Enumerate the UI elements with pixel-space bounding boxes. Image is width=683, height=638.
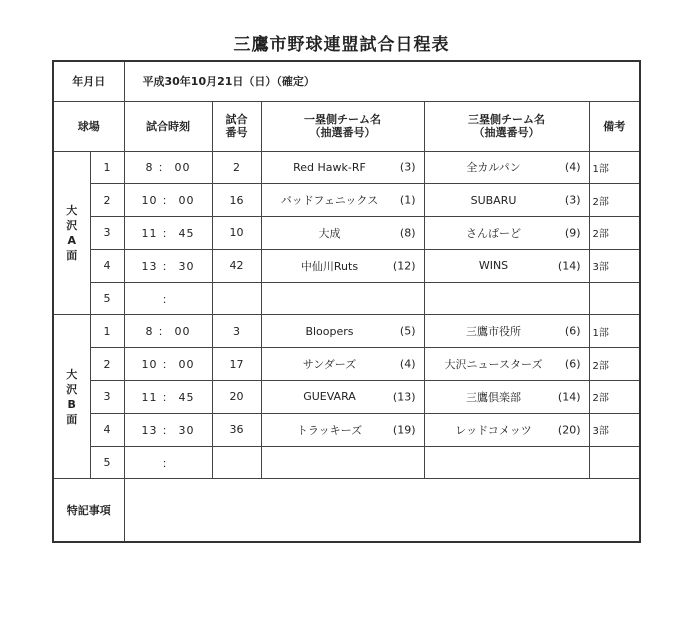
lottery-number: (3): [564, 193, 581, 207]
remarks-cell: 3部: [589, 413, 640, 446]
third-base-team: [424, 413, 589, 446]
match-number: 10: [212, 217, 261, 250]
third-base-team: [424, 151, 589, 184]
match-time: 13 ： 30: [124, 249, 212, 282]
field-name-cell: [53, 151, 90, 315]
team-name: GUEVARA: [303, 390, 356, 404]
remarks-cell: 1部: [589, 315, 640, 348]
table-row: [53, 348, 640, 381]
remarks-cell: [589, 446, 640, 479]
team-name: Red Hawk-RF: [293, 160, 366, 174]
lottery-number: (4): [399, 357, 416, 371]
match-time: 8 ： 00: [124, 315, 212, 348]
third-base-team: [424, 249, 589, 282]
match-time: 11 ： 45: [124, 217, 212, 250]
remarks-cell: [589, 282, 640, 315]
table-row: [53, 381, 640, 414]
team-name: 三鷹市役所: [466, 325, 521, 339]
date-value: 平成30年10月21日（日）（確定）: [124, 61, 640, 101]
third-base-team: [424, 184, 589, 217]
table-row: [53, 446, 640, 479]
third-base-team: [424, 381, 589, 414]
field-name-char: A: [67, 233, 76, 247]
table-row: [53, 282, 640, 315]
third-base-team: [424, 315, 589, 348]
match-time: 8 ： 00: [124, 151, 212, 184]
special-notes-value: [124, 479, 640, 543]
lottery-number: (5): [399, 324, 416, 338]
third-base-team: [424, 282, 589, 315]
row-number: 1: [90, 315, 124, 348]
team-name: 中仙川Ruts: [300, 259, 359, 273]
field-name-char: 面: [66, 248, 78, 262]
match-time: 10 ： 00: [124, 348, 212, 381]
match-number: 2: [212, 151, 261, 184]
table-row: [53, 217, 640, 250]
team-name: サンダーズ: [302, 358, 357, 372]
team-name: レッドコメッツ: [455, 423, 532, 437]
field-name-char: 面: [66, 412, 78, 426]
lottery-number: (13): [392, 390, 416, 404]
field-name-cell: [53, 315, 90, 479]
first-base-team: [261, 413, 424, 446]
row-number: 3: [90, 217, 124, 250]
header-third-base-line1: 三塁側チーム名: [468, 113, 545, 126]
row-number: 3: [90, 381, 124, 414]
team-name: さんぱーど: [466, 226, 521, 240]
field-name-char: 沢: [66, 218, 78, 232]
match-number: 16: [212, 184, 261, 217]
lottery-number: (1): [399, 193, 416, 207]
team-name: Bloopers: [305, 324, 354, 338]
team-name: 三鷹倶楽部: [466, 390, 521, 404]
special-notes-label: 特記事項: [53, 479, 124, 543]
lottery-number: (19): [392, 423, 416, 437]
remarks-cell: 3部: [589, 249, 640, 282]
header-time: 試合時刻: [124, 101, 212, 151]
lottery-number: (3): [399, 160, 416, 174]
header-remarks: 備考: [589, 101, 640, 151]
first-base-team: [261, 381, 424, 414]
first-base-team: [261, 217, 424, 250]
match-number: 36: [212, 413, 261, 446]
row-number: 5: [90, 446, 124, 479]
first-base-team: [261, 348, 424, 381]
row-number: 4: [90, 249, 124, 282]
table-row: [53, 184, 640, 217]
remarks-cell: 2部: [589, 348, 640, 381]
first-base-team: [261, 249, 424, 282]
header-match-no-line2: 番号: [225, 126, 248, 139]
remarks-cell: 1部: [589, 151, 640, 184]
lottery-number: (20): [557, 423, 581, 437]
match-number: [212, 446, 261, 479]
header-third-base-line2: （抽選番号）: [473, 126, 540, 139]
lottery-number: (14): [557, 259, 581, 273]
remarks-cell: 2部: [589, 217, 640, 250]
match-number: 20: [212, 381, 261, 414]
row-number: 1: [90, 151, 124, 184]
lottery-number: (9): [564, 226, 581, 240]
special-notes-row: [53, 479, 640, 543]
team-name: トラッキーズ: [296, 423, 363, 437]
lottery-number: (6): [564, 324, 581, 338]
lottery-number: (4): [564, 160, 581, 174]
first-base-team: [261, 282, 424, 315]
match-number: [212, 282, 261, 315]
first-base-team: [261, 446, 424, 479]
field-name-char: 大: [66, 203, 78, 217]
row-number: 2: [90, 184, 124, 217]
table-row: [53, 151, 640, 184]
row-number: 4: [90, 413, 124, 446]
match-number: 17: [212, 348, 261, 381]
first-base-team: [261, 151, 424, 184]
header-row: [53, 101, 640, 151]
lottery-number: (6): [564, 357, 581, 371]
third-base-team: [424, 446, 589, 479]
header-first-base-line2: （抽選番号）: [309, 126, 376, 139]
team-name: 大成: [318, 226, 341, 240]
team-name: 大沢ニュースターズ: [444, 358, 543, 372]
header-match-no-line1: 試合: [225, 113, 248, 126]
table-row: [53, 249, 640, 282]
third-base-team: [424, 217, 589, 250]
lottery-number: (14): [557, 390, 581, 404]
row-number: 5: [90, 282, 124, 315]
field-name-char: 沢: [66, 382, 78, 396]
third-base-team: [424, 348, 589, 381]
match-number: 3: [212, 315, 261, 348]
header-third-base: [424, 101, 589, 151]
team-name: WINS: [478, 259, 509, 273]
match-number: 42: [212, 249, 261, 282]
header-field: 球場: [53, 101, 124, 151]
lottery-number: (12): [392, 259, 416, 273]
header-first-base: [261, 101, 424, 151]
date-row: [53, 61, 640, 101]
table-row: [53, 413, 640, 446]
match-time: 10 ： 00: [124, 184, 212, 217]
field-name-char: B: [67, 397, 76, 411]
lottery-number: (8): [399, 226, 416, 240]
match-time: 13 ： 30: [124, 413, 212, 446]
match-time: ：: [124, 282, 212, 315]
header-first-base-line1: 一塁側チーム名: [304, 113, 381, 126]
page-title: 三鷹市野球連盟試合日程表: [233, 35, 450, 55]
team-name: バッドフェニックス: [280, 194, 379, 208]
field-name-char: 大: [66, 367, 78, 381]
date-label: 年月日: [53, 61, 124, 101]
team-name: SUBARU: [470, 193, 517, 207]
first-base-team: [261, 315, 424, 348]
schedule-table: [52, 60, 641, 543]
header-match-no: [212, 101, 261, 151]
team-name: 全カルパン: [466, 161, 521, 175]
match-time: ：: [124, 446, 212, 479]
remarks-cell: 2部: [589, 381, 640, 414]
first-base-team: [261, 184, 424, 217]
table-row: [53, 315, 640, 348]
remarks-cell: 2部: [589, 184, 640, 217]
match-time: 11 ： 45: [124, 381, 212, 414]
row-number: 2: [90, 348, 124, 381]
